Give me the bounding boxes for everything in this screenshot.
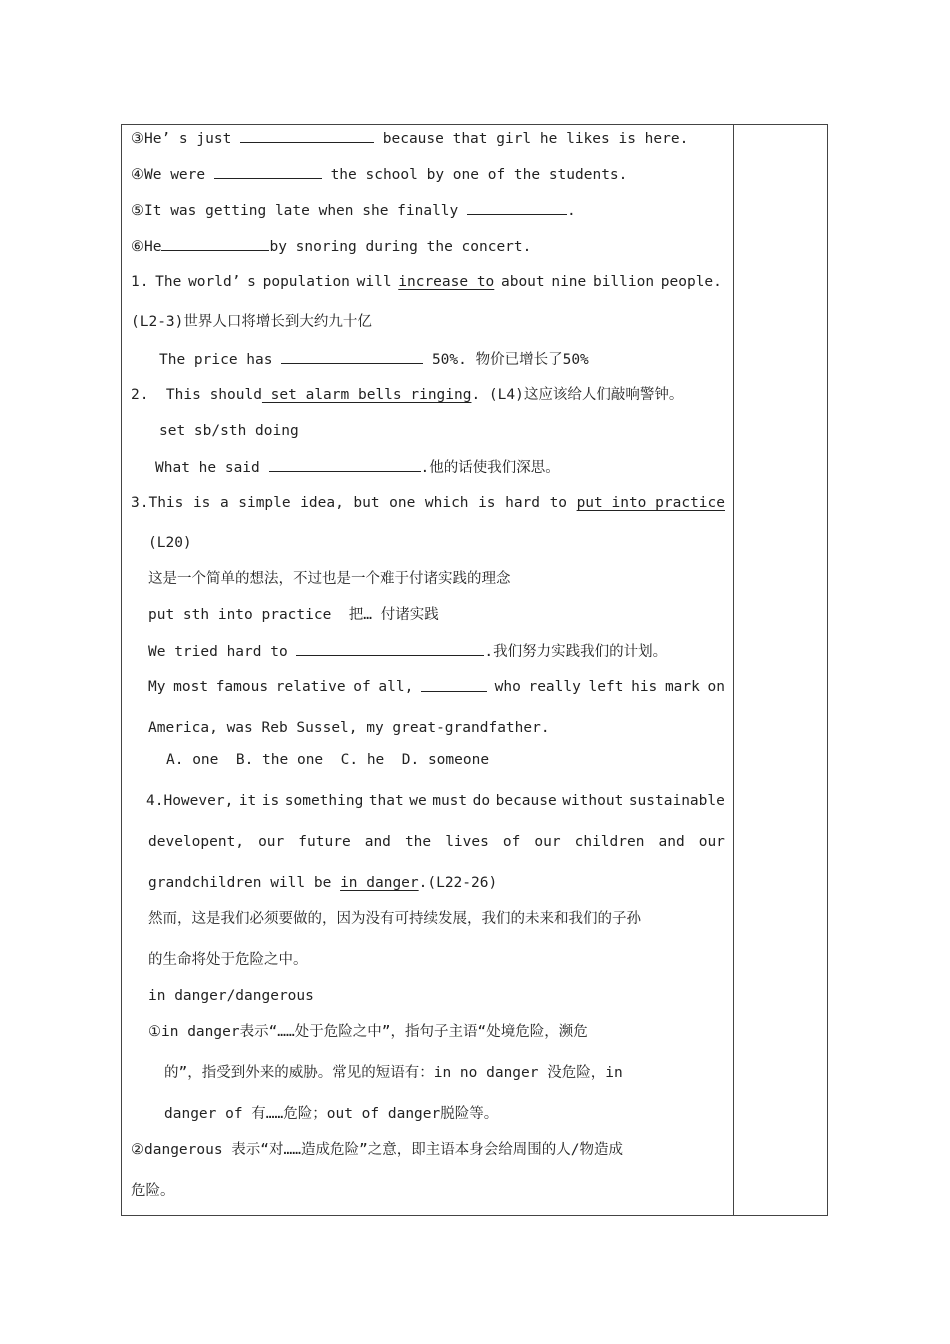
example-text: .他的话使我们深思。 (420, 460, 560, 476)
answer-blank[interactable] (269, 457, 421, 472)
word: My (148, 679, 166, 695)
exercise-text: It was getting late when she finally (144, 203, 468, 219)
item2-pattern: set sb/sth doing (159, 423, 299, 439)
word: The (155, 274, 182, 290)
word: something (284, 793, 364, 809)
answer-blank[interactable] (296, 641, 484, 656)
word: world’ (188, 274, 241, 290)
word: because (495, 793, 557, 809)
exercise-text: He’ s just (144, 131, 241, 147)
exercise-number: ③ (131, 131, 144, 147)
exercise-number: ④ (131, 167, 144, 183)
option-a[interactable]: A. one (166, 752, 219, 768)
word: do (472, 793, 491, 809)
word: that (368, 793, 404, 809)
word: it (238, 793, 257, 809)
item4-sentence-line1 (146, 791, 725, 811)
exercise-4 (131, 164, 627, 185)
exercise-text: . (567, 203, 576, 219)
option-d[interactable]: D. someone (401, 752, 490, 768)
word: a (219, 495, 229, 511)
word: nine (551, 274, 587, 290)
word: relative (275, 679, 346, 695)
word: hard (505, 495, 541, 511)
example-text: What he said (155, 460, 269, 476)
phrase-english: put sth into practice (148, 607, 332, 623)
item3-translation: 这是一个简单的想法，不过也是一个难于付诸实践的理念 (148, 571, 511, 587)
sentence-text: .(L22-26) (418, 875, 498, 891)
word: famous (215, 679, 269, 695)
word: of (353, 679, 371, 695)
sentence-text: grandchildren will be (148, 875, 341, 891)
note1-line3: danger of 有……危险；out of danger脱险等。 (164, 1106, 499, 1122)
word: simple (238, 495, 291, 511)
option-b[interactable]: B. the one (235, 752, 324, 768)
word: of (502, 834, 521, 850)
exercise-text: by snoring during the concert. (269, 239, 532, 255)
item1-sentence (131, 272, 722, 292)
key-phrase: put into practice (576, 495, 725, 511)
exercise-text: We were (144, 167, 214, 183)
example-text: We tried hard to (148, 644, 297, 660)
answer-blank[interactable] (467, 200, 567, 215)
word: on (707, 679, 725, 695)
word: who (494, 679, 521, 695)
word: mark (664, 679, 700, 695)
word: to (549, 495, 568, 511)
item1-example (159, 349, 589, 370)
exercise-3 (131, 128, 688, 149)
word: our (258, 834, 285, 850)
key-phrase: increase to (398, 274, 495, 290)
item3-example (148, 641, 667, 662)
item3-phrase (148, 605, 439, 625)
word: 3.This (131, 495, 184, 511)
exercise-number: ⑥ (131, 239, 144, 255)
word: is (261, 793, 280, 809)
word: our (698, 834, 725, 850)
example-text: .我们努力实践我们的计划。 (484, 644, 668, 660)
phrase-chinese: 把… 付诸实践 (348, 607, 439, 623)
word: one (389, 495, 416, 511)
key-phrase: in danger (340, 875, 419, 891)
item1-translation: (L2-3)世界人口将增长到大约九十亿 (131, 314, 372, 330)
exercise-6 (131, 236, 531, 257)
word: future (298, 834, 351, 850)
word: without (562, 793, 624, 809)
exercise-5 (131, 200, 576, 221)
word: but (353, 495, 380, 511)
word: really (528, 679, 581, 695)
answer-blank[interactable] (281, 349, 423, 364)
table-column-divider (733, 124, 734, 1216)
note2-line2: 危险。 (131, 1183, 175, 1199)
word: is (478, 495, 496, 511)
answer-blank[interactable] (161, 236, 269, 251)
word: most (173, 679, 209, 695)
answer-blank[interactable] (240, 128, 374, 143)
item3-sentence (131, 493, 725, 513)
item3-options (166, 750, 489, 770)
example-text: The price has (159, 352, 282, 368)
word: 1. (131, 274, 149, 290)
exercise-text: He (144, 239, 162, 255)
exercise-number: ⑤ (131, 203, 144, 219)
word: we (409, 793, 427, 809)
answer-blank[interactable] (214, 164, 322, 179)
option-c[interactable]: C. he (340, 752, 385, 768)
item4-sentence-line3 (148, 873, 497, 893)
sentence-text: . (L4)这应该给人们敲响警钟。 (471, 387, 684, 403)
word: his (631, 679, 658, 695)
word: is (192, 495, 211, 511)
word: sustainable (628, 793, 725, 809)
item2-sentence (131, 385, 683, 405)
item3-question (148, 677, 725, 697)
word: people. (660, 274, 722, 290)
note2-line1: ②dangerous 表示“对……造成危险”之意，即主语本身会给周围的人/物造成 (131, 1142, 623, 1158)
note1-line1: ①in danger表示“……处于危险之中”，指句子主语“处境危险，濒危 (148, 1024, 588, 1040)
exercise-text: because that girl he likes is here. (374, 131, 689, 147)
word: must (432, 793, 468, 809)
word: all, (378, 679, 414, 695)
example-text: 50%. 物价已增长了50% (423, 352, 589, 368)
item4-sentence-line2 (148, 832, 725, 852)
item2-example (155, 457, 560, 478)
word: left (588, 679, 624, 695)
item4-translation-line1: 然而，这是我们必须要做的，因为没有可持续发展，我们的未来和我们的子孙 (148, 911, 641, 927)
word: lives (445, 834, 489, 850)
word: developent, (148, 834, 245, 850)
word: and (364, 834, 391, 850)
word: 4.However, (146, 793, 234, 809)
word: will (356, 274, 392, 290)
word: children (574, 834, 645, 850)
item4-heading: in danger/dangerous (148, 988, 314, 1004)
exercise-text: the school by one of the students. (321, 167, 628, 183)
word: which (424, 495, 469, 511)
sentence-text: 2. This should (131, 387, 262, 403)
word: s (247, 274, 256, 290)
item3-question-line2: America, was Reb Sussel, my great-grandfather. (148, 720, 550, 736)
word: population (262, 274, 350, 290)
key-phrase: set alarm bells ringing (261, 387, 472, 403)
item4-translation-line2: 的生命将处于危险之中。 (148, 952, 308, 968)
item3-reference: (L20) (148, 535, 192, 551)
word: the (404, 834, 432, 850)
word: billion (592, 274, 655, 290)
answer-blank[interactable] (421, 677, 487, 692)
word: our (534, 834, 561, 850)
word: idea, (300, 495, 344, 511)
word: about (500, 274, 545, 290)
note1-line2: 的”，指受到外来的威胁。常见的短语有：in no danger 没危险，in (164, 1065, 623, 1081)
word: and (658, 834, 685, 850)
